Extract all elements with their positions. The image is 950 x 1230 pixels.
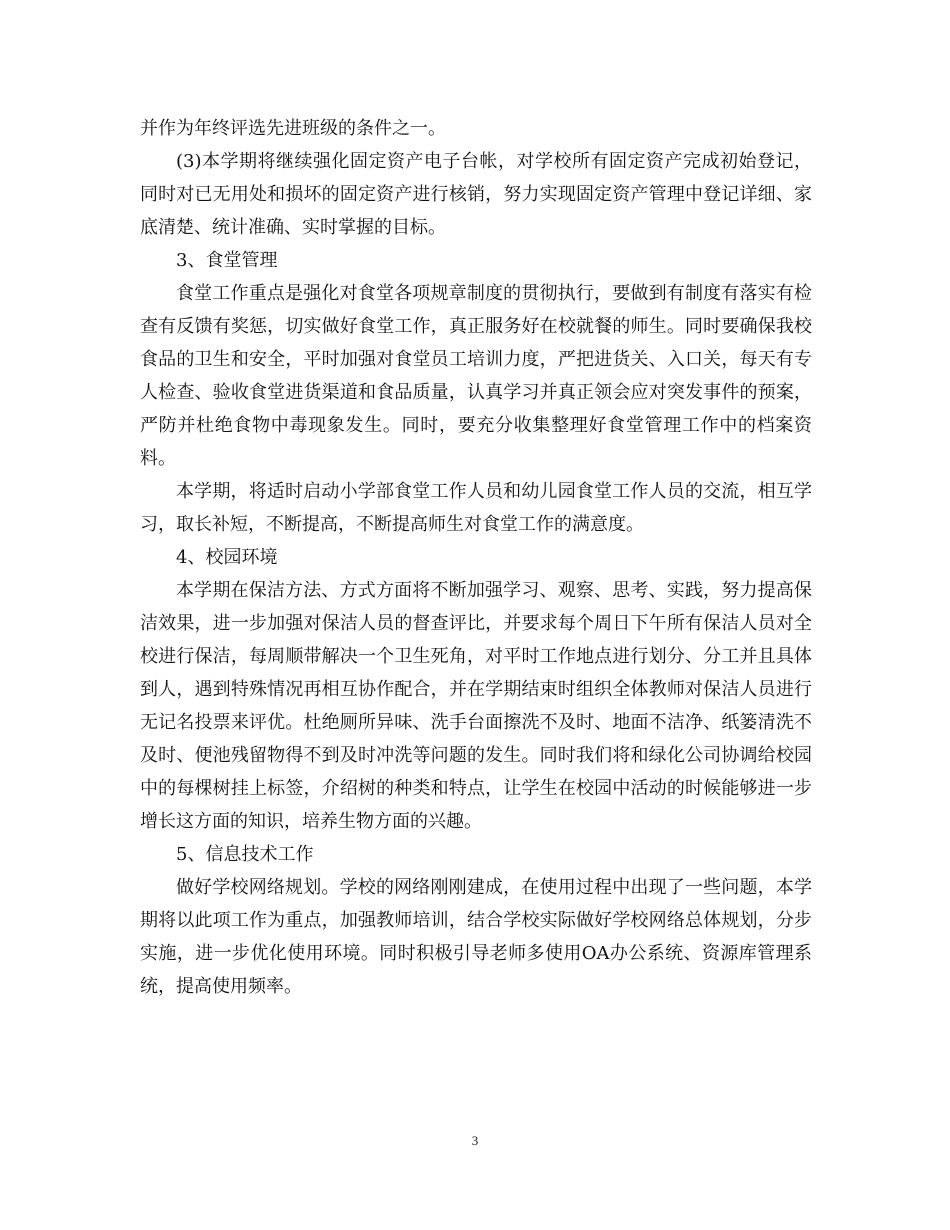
page-number: 3	[471, 1133, 479, 1148]
section-heading-canteen: 3、食堂管理	[176, 250, 278, 271]
section-heading-it-work: 5、信息技术工作	[176, 844, 314, 865]
paragraph-campus-cleaning: 本学期在保洁方法、方式方面将不断加强学习、观察、思考、实践，努力提高保洁效果，进一步加强对保洁人员的督查评比，并要求每个周日下午所有保洁人员对全校进行保洁，每周顺带解决一个卫生死角，对平时工作地点进行划分、分工并且具体到人，遇到特殊情况再相互协作配合，并在学期结束时组织全体教师对保洁人员进行无记名投票来评优。杜绝厕所异味、洗手台面擦洗不及时、地面不洁净、纸篓清洗不及时、便池残留物得不到及时冲洗等问题的发生。同时我们将和绿化公司协调给校园中的每棵树挂上标签，介绍树的种类和特点，让学生在校园中活动的时候能够进一步增长这方面的知识，培养生物方面的兴趣。	[140, 580, 812, 832]
paragraph-fixed-assets: (3)本学期将继续强化固定资产电子台帐，对学校所有固定资产完成初始登记，同时对已无用处和损坏的固定资产进行核销，努力实现固定资产管理中登记详细、家底清楚、统计准确、实时掌握的目标。	[140, 151, 812, 238]
paragraph-continuation: 并作为年终评选先进班级的条件之一。	[140, 118, 446, 139]
document-body	[140, 112, 812, 1003]
paragraph-canteen-focus: 食堂工作重点是强化对食堂各项规章制度的贯彻执行，要做到有制度有落实有检查有反馈有奖惩，切实做好食堂工作，真正服务好在校就餐的师生。同时要确保我校食品的卫生和安全，平时加强对食堂员工培训力度，严把进货关、入口关，每天有专人检查、验收食堂进货渠道和食品质量，认真学习并真正领会应对突发事件的预案，严防并杜绝食物中毒现象发生。同时，要充分收集整理好食堂管理工作中的档案资料。	[140, 283, 812, 469]
paragraph-canteen-exchange: 本学期，将适时启动小学部食堂工作人员和幼儿园食堂工作人员的交流，相互学习，取长补短，不断提高，不断提高师生对食堂工作的满意度。	[140, 481, 812, 535]
paragraph-network-planning: 做好学校网络规划。学校的网络刚刚建成，在使用过程中出现了一些问题，本学期将以此项工作为重点，加强教师培训，结合学校实际做好学校网络总体规划，分步实施，进一步优化使用环境。同时积极引导老师多使用OA办公系统、资源库管理系统，提高使用频率。	[140, 877, 812, 997]
section-heading-campus-environment: 4、校园环境	[176, 547, 278, 568]
